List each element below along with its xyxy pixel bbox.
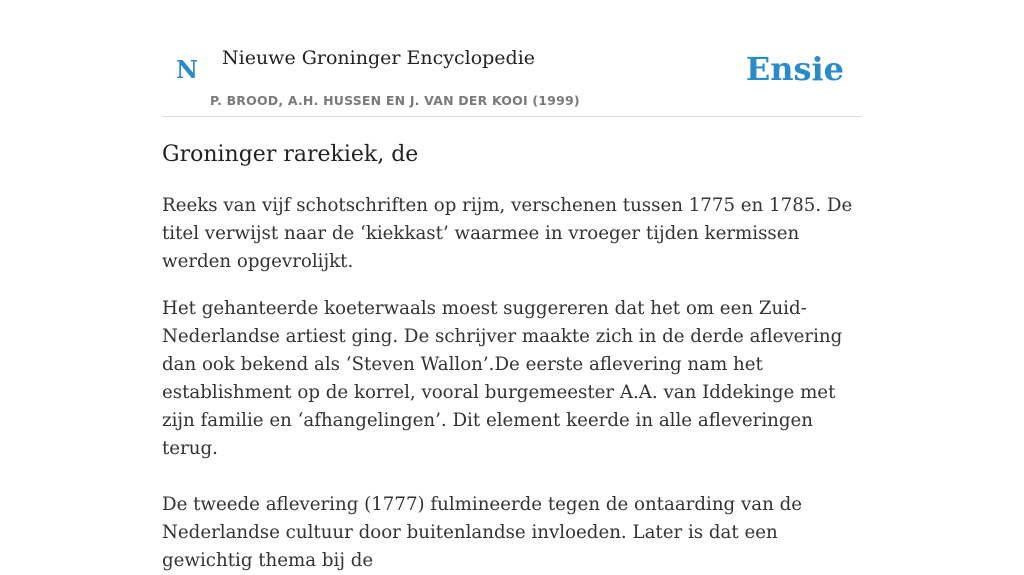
site-header	[162, 0, 862, 117]
book-authors: P. BROOD, A.H. HUSSEN EN J. VAN DER KOOI (1999)	[210, 93, 580, 108]
entry-body	[162, 192, 862, 575]
ensie-logo[interactable]: Ensie	[745, 50, 844, 88]
entry-paragraph: Reeks van vijf schotschriften op rijm, verschenen tussen 1775 en 1785. De titel verwijst naar de ‘kiekkast’ waarmee in vroeger tijden kermissen werden opgevrolijkt.	[162, 195, 853, 272]
book-title-link[interactable]: Nieuwe Groninger Encyclopedie	[222, 47, 536, 69]
entry-paragraph: De tweede aflevering (1777) fulmineerde tegen de ontaarding van de Nederlandse cultuur door buitenlandse invloeden. Later is dat een gewichtig thema bij de	[162, 494, 802, 571]
entry-title: Groninger rarekiek, de	[162, 142, 419, 167]
entry-paragraph: Het gehanteerde koeterwaals moest suggereren dat het om een Zuid-Nederlandse artiest ging. De schrijver maakte zich in de derde aflevering dan ook bekend als ‘Steven Wallon’.De eerste aflevering nam het establishment op de korrel, vooral burgemeester A.A. van Iddekinge met zijn familie en ‘afhangelingen’. Dit element keerde in alle afleveringen terug.	[162, 298, 843, 459]
book-initial-icon[interactable]: N	[176, 55, 198, 84]
